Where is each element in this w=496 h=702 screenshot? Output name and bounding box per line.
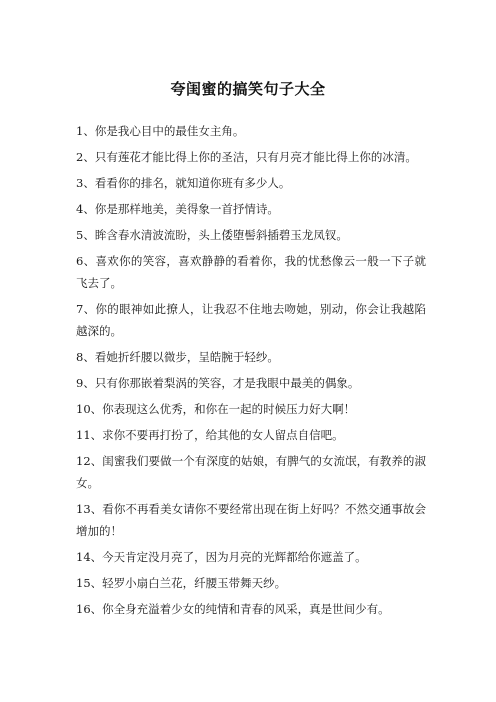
page-title: 夸闺蜜的搞笑句子大全 <box>170 80 326 98</box>
list-item: 2、只有莲花才能比得上你的圣洁，只有月亮才能比得上你的冰清。 <box>76 150 417 164</box>
list-item: 1、你是我心目中的最佳女主角。 <box>76 124 245 138</box>
list-item: 8、看她折纤腰以微步，呈皓腕于轻纱。 <box>76 350 279 364</box>
list-item: 7、你的眼神如此撩人，让我忍不住地去吻她，别动，你会让我越陷越深的。 <box>76 302 426 338</box>
list-item: 3、看看你的排名，就知道你班有多少人。 <box>76 176 291 190</box>
list-item: 14、今天肯定没月亮了，因为月亮的光辉都给你遮盖了。 <box>76 550 367 564</box>
list-item: 10、你表现这么优秀，和你在一起的时候压力好大啊！ <box>76 402 356 416</box>
list-item: 16、你全身充溢着少女的纯情和青春的风采，真是世间少有。 <box>76 602 390 616</box>
list-item: 6、喜欢你的笑容，喜欢静静的看着你，我的忧愁像云一般一下子就飞去了。 <box>76 254 426 290</box>
list-item: 12、闺蜜我们要做一个有深度的姑娘，有脾气的女流氓，有教养的淑女。 <box>76 454 426 490</box>
sentence-list <box>76 120 426 624</box>
list-item: 4、你是那样地美，美得象一首抒情诗。 <box>76 202 279 216</box>
list-item: 13、看你不再看美女请你不要经常出现在街上好吗？不然交通事故会增加的！ <box>76 502 426 538</box>
list-item: 11、求你不要再打扮了，给其他的女人留点自信吧。 <box>76 428 344 442</box>
list-item: 15、轻罗小扇白兰花，纤腰玉带舞天纱。 <box>76 576 287 590</box>
list-item: 9、只有你那嵌着梨涡的笑容，才是我眼中最美的偶象。 <box>76 376 360 390</box>
list-item: 5、眸含春水清波流盼，头上倭堕髻斜插碧玉龙凤钗。 <box>76 228 348 242</box>
